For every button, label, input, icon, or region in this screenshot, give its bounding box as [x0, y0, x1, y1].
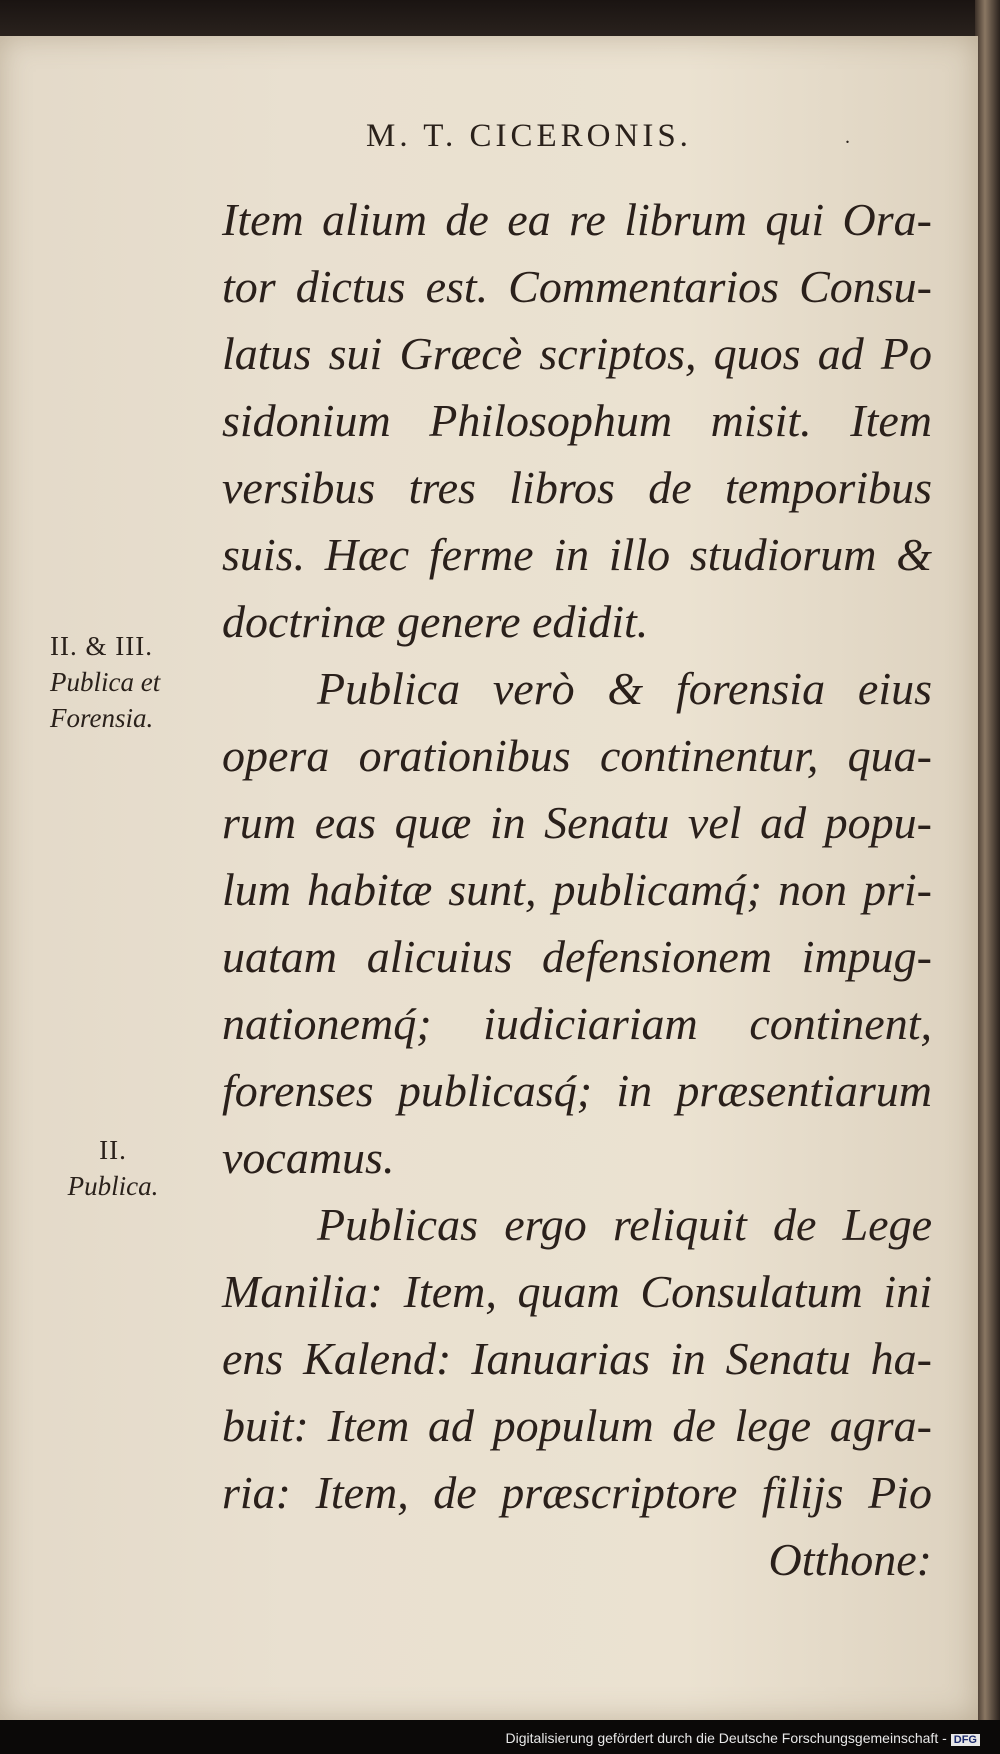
text-line: sidonium Philosophum misit. Item — [222, 395, 932, 446]
margin-note-label: Forensia. — [50, 703, 154, 733]
margin-note-label: Publica et — [50, 667, 161, 697]
body-text — [222, 186, 932, 1593]
paragraph-start-line: Publicas ergo reliquit de Lege — [317, 1199, 932, 1250]
running-header — [0, 118, 978, 155]
margin-note-label: Publica. — [67, 1171, 159, 1201]
margin-note-publica — [48, 1132, 178, 1204]
book-page — [0, 36, 978, 1720]
text-line: ria: Item, de præscriptore filijs Pio — [222, 1467, 932, 1518]
margin-note-number: II. & III. — [50, 631, 153, 661]
text-line: ens Kalend: Ianuarias in Senatu ha- — [222, 1333, 932, 1384]
header-mark: . — [845, 126, 854, 148]
margin-note-publica-forensia — [50, 628, 160, 736]
text-line: uatam alicuius defensionem impug- — [222, 931, 932, 982]
running-title: M. T. CICERONIS. — [366, 118, 692, 154]
paragraph-start-line: Publica verò & forensia eius — [317, 663, 932, 714]
text-line: Item alium de ea re librum qui Ora- — [222, 194, 932, 245]
text-line: versibus tres libros de temporibus — [222, 462, 932, 513]
text-line: suis. Hæc ferme in illo studiorum & — [222, 529, 932, 580]
text-line: opera orationibus continentur, qua- — [222, 730, 932, 781]
text-line: latus sui Græcè scriptos, quos ad Po — [222, 328, 932, 379]
margin-note-number: II. — [99, 1135, 127, 1165]
text-line: vocamus. — [222, 1132, 395, 1183]
book-top-edge — [0, 0, 1000, 40]
dfg-logo: DFG — [951, 1734, 980, 1746]
catchword: Otthone: — [768, 1534, 932, 1585]
digitization-credit — [506, 1730, 980, 1746]
text-line: lum habitæ sunt, publicamq́; non pri- — [222, 864, 932, 915]
text-line: tor dictus est. Commentarios Consu- — [222, 261, 932, 312]
text-line: nationemq́; iudiciariam continent, — [222, 998, 932, 1049]
credit-text: Digitalisierung gefördert durch die Deutsche Forschungsgemeinschaft - — [505, 1730, 947, 1746]
text-line: rum eas quæ in Senatu vel ad popu- — [222, 797, 932, 848]
text-line: Manilia: Item, quam Consulatum ini — [222, 1266, 932, 1317]
book-fore-edge — [975, 0, 1000, 1720]
text-line: doctrinæ genere edidit. — [222, 596, 649, 647]
text-line: buit: Item ad populum de lege agra- — [222, 1400, 932, 1451]
text-line: forenses publicasq́; in præsentiarum — [222, 1065, 932, 1116]
